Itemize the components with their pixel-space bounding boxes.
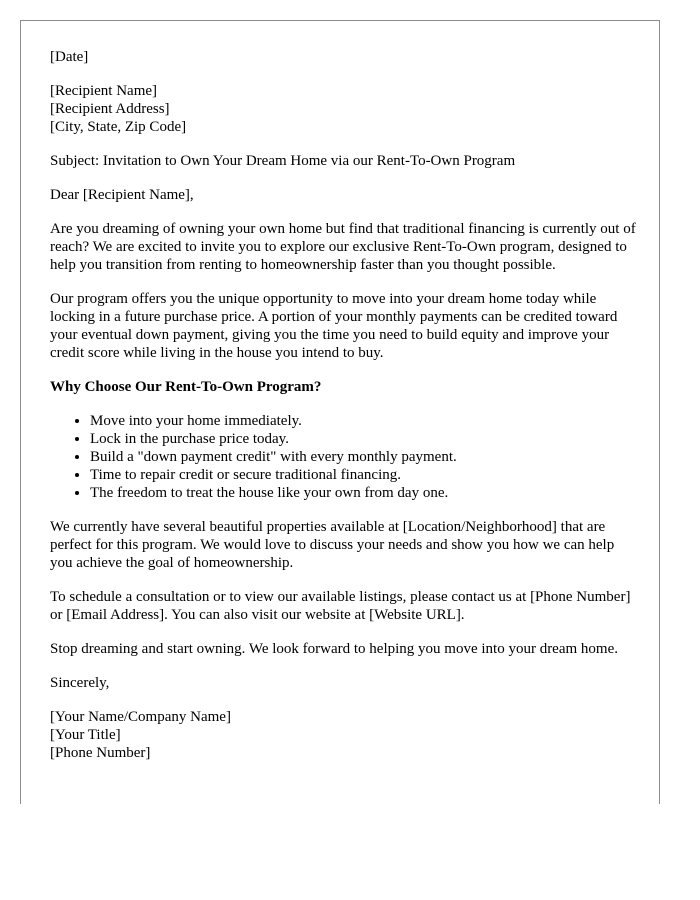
properties-paragraph: We currently have several beautiful properties available at [Location/Neighborhood] that are perfect for this program. We would love to discuss your needs and show you how we can help you achieve the goal of homeownership. — [50, 519, 615, 571]
subject-line: Subject: Invitation to Own Your Dream Home via our Rent-To-Own Program — [50, 153, 516, 169]
list-item: • Time to repair credit or secure traditional financing. — [90, 466, 640, 484]
letter-date: [Date] — [50, 49, 89, 65]
recipient-block — [50, 82, 640, 136]
signature-name: [Your Name/Company Name] — [50, 709, 231, 725]
list-item: • Lock in the purchase price today. — [90, 430, 640, 448]
contact-paragraph: To schedule a consultation or to view our available listings, please contact us at [Phone Number] or [Email Address]. You can also visit our website at [Website URL]. — [50, 589, 631, 623]
salutation: Dear [Recipient Name], — [50, 187, 194, 203]
signature-block — [50, 708, 640, 762]
intro-paragraph: Are you dreaming of owning your own home but find that traditional financing is currently out of reach? We are excited to invite you to explore our exclusive Rent-To-Own program, designed to help you transition from renting to homeownership faster than you thought possible. — [50, 221, 636, 273]
closing-paragraph: Stop dreaming and start owning. We look forward to helping you move into your dream home. — [50, 641, 618, 657]
recipient-name: [Recipient Name] — [50, 83, 158, 99]
recipient-address: [Recipient Address] — [50, 101, 170, 117]
signature-phone: [Phone Number] — [50, 745, 151, 761]
closing: Sincerely, — [50, 675, 110, 691]
offer-paragraph: Our program offers you the unique opportunity to move into your dream home today while locking in a future purchase price. A portion of your monthly payments can be credited toward your eventual down payment, giving you the time you need to build equity and improve your credit score while living in the house you intend to buy. — [50, 291, 618, 361]
list-item: • The freedom to treat the house like your own from day one. — [90, 484, 640, 502]
list-item: • Move into your home immediately. — [90, 412, 640, 430]
benefits-list — [50, 412, 640, 502]
recipient-city-state-zip: [City, State, Zip Code] — [50, 119, 187, 135]
signature-title: [Your Title] — [50, 727, 121, 743]
letter-body — [50, 48, 640, 778]
benefits-heading: Why Choose Our Rent-To-Own Program? — [50, 379, 322, 395]
letter-page — [20, 20, 660, 804]
list-item: • Build a "down payment credit" with every monthly payment. — [90, 448, 640, 466]
